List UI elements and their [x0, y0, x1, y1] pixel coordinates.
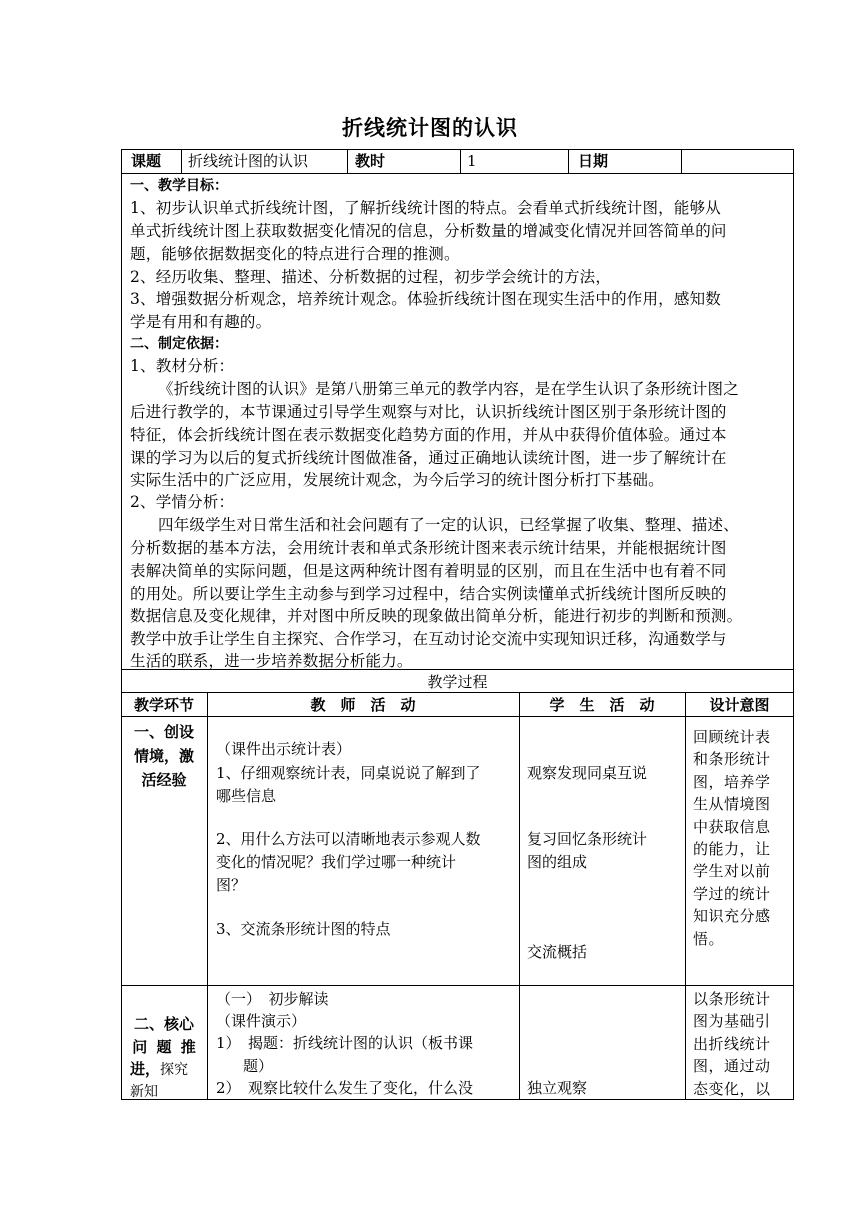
student-activity-line: 图的组成 — [527, 853, 588, 871]
textbook-analysis-line: 特征，体会折线统计图在表示数据变化趋势方面的作用，并从中获得价值体验。通过本 — [130, 426, 727, 444]
student-analysis-line: 教学中放手让学生自主探究、合作学习，在互动讨论交流中实现知识迁移，沟通数学与 — [130, 630, 727, 648]
page-title: 折线统计图的认识 — [342, 116, 518, 140]
teacher-activity-line: 2） 观察比较什么发生了变化，什么没 — [216, 1079, 474, 1097]
student-analysis-line: 的用处。所以要让学生主动参与到学习过程中，结合实例读懂单式折线统计图所反映的 — [130, 585, 727, 603]
teacher-activity-line: 题） — [243, 1057, 274, 1075]
intent-line: 学生对以前 — [693, 862, 771, 881]
textbook-analysis-line: 实际生活中的广泛应用，发展统计观念，为今后学习的统计图分析打下基础。 — [130, 471, 664, 489]
teacher-activity-line: （一） 初步解读 — [216, 990, 329, 1008]
column-divider — [519, 692, 520, 1100]
student-activity-line: 交流概括 — [527, 943, 588, 961]
stage-1 — [121, 720, 207, 792]
teacher-activity-line: 图？ — [216, 876, 247, 894]
student-analysis-line: 四年级学生对日常生活和社会问题有了一定的认识，已经掌握了收集、整理、描述、 — [158, 516, 739, 534]
intent-line: 图为基础引 — [693, 1012, 771, 1031]
intent-line: 中获取信息 — [693, 817, 771, 836]
objective-line: 1、初步认识单式折线统计图，了解折线统计图的特点。会看单式折线统计图，能够从 — [130, 199, 721, 217]
student-activity-line: 观察发现同桌互说 — [527, 764, 648, 782]
periods-value: 1 — [467, 152, 477, 170]
stage-2-normal: 探究 — [160, 1062, 189, 1078]
student-activity-line: 复习回忆条形统计 — [527, 830, 648, 848]
header-divider — [681, 149, 682, 174]
row-divider — [121, 716, 794, 717]
intent-line: 图，培养学 — [693, 772, 771, 791]
student-analysis-line: 表解决简单的实际问题，但是这两种统计图有着明显的区别，而且在生活中也有着不同 — [130, 562, 727, 580]
lesson-topic-value: 折线统计图的认识 — [188, 152, 309, 170]
stage-2-bold: 进， — [130, 1060, 161, 1078]
intent-line: 以条形统计 — [693, 990, 771, 1008]
lesson-topic-label: 课题 — [131, 152, 162, 170]
objective-line: 3、增强数据分析观念，培养统计观念。体验折线统计图在现实生活中的作用，感知数 — [130, 290, 721, 308]
teacher-activity-line: 3、交流条形统计图的特点 — [216, 920, 391, 938]
student-analysis-line: 分析数据的基本方法，会用统计表和单式条形统计图来表示统计结果，并能根据统计图 — [130, 539, 727, 557]
header-divider — [347, 149, 348, 174]
design-intent-1 — [693, 726, 771, 950]
header-divider — [181, 149, 182, 174]
teacher-activity-line: 2、用什么方法可以清晰地表示参观人数 — [216, 830, 481, 848]
row-divider — [121, 985, 794, 986]
intent-line: 出折线统计 — [693, 1034, 771, 1053]
teacher-activity-line: （课件演示） — [216, 1012, 307, 1030]
teacher-activity-line: 1、仔细观察统计表，同桌说说了解到了 — [216, 764, 481, 782]
stage-2-line: 二、核心 — [133, 1015, 194, 1033]
process-title: 教学过程 — [427, 673, 488, 691]
intent-line: 知识充分感 — [693, 907, 771, 926]
teacher-activity-line: 变化的情况呢？我们学过哪一种统计 — [216, 853, 457, 871]
intent-line: 和条形统计 — [693, 750, 771, 769]
student-analysis-heading: 2、学情分析： — [130, 493, 235, 511]
stage-line: 一、创设 — [133, 723, 194, 741]
column-header-intent: 设计意图 — [709, 696, 770, 714]
design-intent-2 — [693, 988, 771, 1100]
teacher-activity-line: 1） 揭题：折线统计图的认识（板书课 — [216, 1034, 474, 1052]
row-divider — [121, 692, 794, 693]
stage-2-line: 问 题 推 — [132, 1038, 196, 1056]
teacher-activity-line: （课件出示统计表） — [216, 740, 352, 758]
stage-line: 情境，激 — [133, 747, 194, 765]
column-header-student: 学 生 活 动 — [549, 696, 655, 714]
column-header-stage: 教学环节 — [133, 696, 194, 714]
periods-label: 教时 — [355, 152, 386, 170]
textbook-analysis-line: 《折线统计图的认识》是第八册第三单元的教学内容，是在学生认识了条形统计图之 — [158, 380, 739, 398]
stage-2-line — [130, 1058, 188, 1081]
intent-line: 悟。 — [693, 929, 725, 948]
intent-line: 图，通过动 — [693, 1057, 771, 1076]
objective-line: 单式折线统计图上获取数据变化情况的信息，分析数量的增减变化情况并回答简单的问 — [130, 222, 727, 240]
objective-line: 学是有用和有趣的。 — [130, 313, 272, 331]
student-analysis-line: 数据信息及变化规律，并对图中所反映的现象做出简单分析，能进行初步的判断和预测。 — [130, 607, 743, 625]
objective-line: 2、经历收集、整理、描述、分析数据的过程，初步学会统计的方法， — [130, 268, 612, 286]
textbook-analysis-heading: 1、教材分析： — [130, 357, 235, 375]
student-analysis-line: 生活的联系，进一步培养数据分析能力。 — [130, 652, 413, 670]
intent-line: 回顾统计表 — [693, 728, 771, 746]
column-header-teacher: 教 师 活 动 — [310, 696, 416, 714]
student-activity-line: 独立观察 — [527, 1079, 588, 1097]
header-divider — [568, 149, 569, 174]
textbook-analysis-line: 后进行教学的，本节课通过引导学生观察与对比，认识折线统计图区别于条形统计图的 — [130, 403, 727, 421]
intent-line: 的能力，让 — [693, 840, 771, 859]
intent-line: 学过的统计 — [693, 884, 771, 903]
column-divider — [685, 692, 686, 1100]
stage-2-line: 新知 — [130, 1084, 158, 1100]
objective-line: 题，能够依据数据变化的特点进行合理的推测。 — [130, 245, 460, 263]
intent-line: 态变化，以 — [693, 1079, 771, 1098]
date-label: 日期 — [578, 152, 609, 170]
textbook-analysis-line: 课的学习为以后的复式折线统计图做准备，通过正确地认读统计图，进一步了解统计在 — [130, 449, 727, 467]
objectives-heading: 一、教学目标： — [130, 178, 228, 194]
stage-line: 活经验 — [141, 771, 187, 789]
basis-heading: 二、制定依据： — [130, 336, 228, 352]
teacher-activity-line: 哪些信息 — [216, 787, 277, 805]
intent-line: 生从情境图 — [693, 795, 771, 814]
column-divider — [207, 692, 208, 1100]
header-divider — [460, 149, 461, 174]
